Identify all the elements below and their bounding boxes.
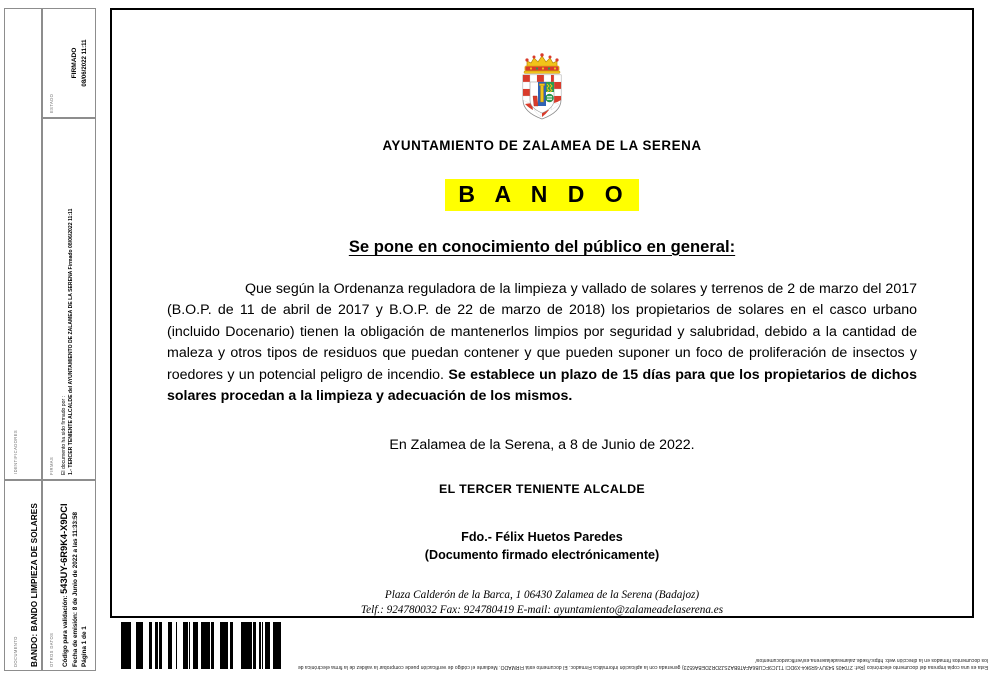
sidebar-cell-documento: [4, 480, 42, 671]
sidebar-firmas-intro: El documento ha sido firmado por :: [61, 396, 67, 475]
document-sheet: [110, 8, 974, 618]
signature-block: [164, 529, 920, 564]
sidebar-cell-firmas: [42, 118, 96, 480]
sidebar-label-estado: ESTADO: [49, 93, 54, 113]
page-title: AYUNTAMIENTO DE ZALAMEA DE LA SERENA: [382, 138, 702, 153]
sidebar-cell-identificadores: [4, 8, 42, 480]
notice-body-text: Que según la Ordenanza reguladora de la limpieza y vallado de solares y terrenos de 2 de marzo del 2017 (B.O.P. de 11 de abril de 2017 y B.O.P. de 22 de marzo de 2018) los propietarios de solares en el casco urbano (incluido Docenario) tienen la obligación de mantenerlos limpios por seguridad y salubridad, debido a la cantidad de maleza y otros tipos de residuos que puedan contener y que pueden suponer un foco de proliferación de insectos y roedores y un potencial peligro de incendio.: [167, 281, 917, 383]
notice-body: [167, 279, 917, 407]
sidebar-cell-estado: [42, 8, 96, 118]
signer-name: Fdo.- Félix Huetos Paredes: [461, 530, 623, 545]
sidebar-status-date: 08/06/2022 11:11: [80, 39, 88, 87]
bando-heading-wrap: [164, 179, 920, 211]
sidebar-label-otros-datos: OTROS DATOS: [49, 632, 54, 667]
place-and-date: En Zalamea de la Serena, a 8 de Junio de 2022.: [389, 437, 695, 454]
signature-metadata-sidebar: [0, 0, 96, 675]
bando-heading: B A N D O: [445, 179, 638, 211]
sidebar-label-firmas: FIRMAS: [49, 456, 54, 475]
address-line-1: Plaza Calderón de la Barca, 1 06430 Zalamea de la Serena (Badajoz): [384, 589, 700, 602]
sidebar-label-documento: DOCUMENTO: [13, 636, 18, 667]
verification-footer: [296, 628, 988, 670]
sidebar-label-identificadores: IDENTIFICADORES: [13, 429, 18, 474]
signer-note: (Documento firmado electrónicamente): [424, 547, 660, 562]
verification-text: Esta es una copia impresa del documento electrónico (Ref: 270405 543UY-6R9K4-X9DCI T1JC9FCUB6AFAT8BA2SJ2DR2DEBA6523) generada con la aplicación informática Firmadoc. El documento está FIRMADO. Mediante el código de verificación puede comprobar la validez de la firma electrónica de los documentos firmados en la dirección web: https://sede.zalameadelaserena.es/verificardocumentos/: [297, 656, 988, 670]
sidebar-firmas-line: 1.- TERCER TENIENTE ALCALDE del AYUNTAMIENTO DE ZALAMEA DE LA SERENA Firmado 08/06/2022 11:11: [68, 208, 75, 475]
footer-address: [164, 588, 920, 617]
address-line-2: Telf.: 924780032 Fax: 924780419 E-mail: ayuntamiento@zalameadelaserena.es: [360, 604, 724, 617]
notice-subtitle: Se pone en conocimiento del público en general:: [348, 237, 736, 256]
sidebar-status-value: FIRMADO: [71, 47, 78, 79]
sidebar-fecha-label: Fecha de emisión:: [71, 612, 79, 667]
sidebar-codigo-label: Código para validación:: [62, 595, 69, 667]
sidebar-fecha-value: 8 de Junio de 2022 a las 11:33:58: [71, 511, 79, 611]
csv-barcode: [118, 622, 288, 669]
sidebar-cell-otros-datos: [42, 480, 96, 671]
sidebar-value-documento: BANDO: BANDO LIMPIEZA DE SOLARES: [30, 503, 39, 667]
sidebar-pagina: Página 1 de 1: [81, 626, 89, 667]
notice-body-emphasis: Se establece un plazo de 15 días para que los propietarios de dichos solares procedan a la limpieza y adecuación de los mismos.: [167, 366, 917, 405]
sidebar-codigo-value: 543UY-6R9K4-X9DCI: [59, 503, 69, 594]
coat-of-arms-icon: [511, 48, 573, 122]
signer-role: EL TERCER TENIENTE ALCALDE: [439, 482, 645, 497]
